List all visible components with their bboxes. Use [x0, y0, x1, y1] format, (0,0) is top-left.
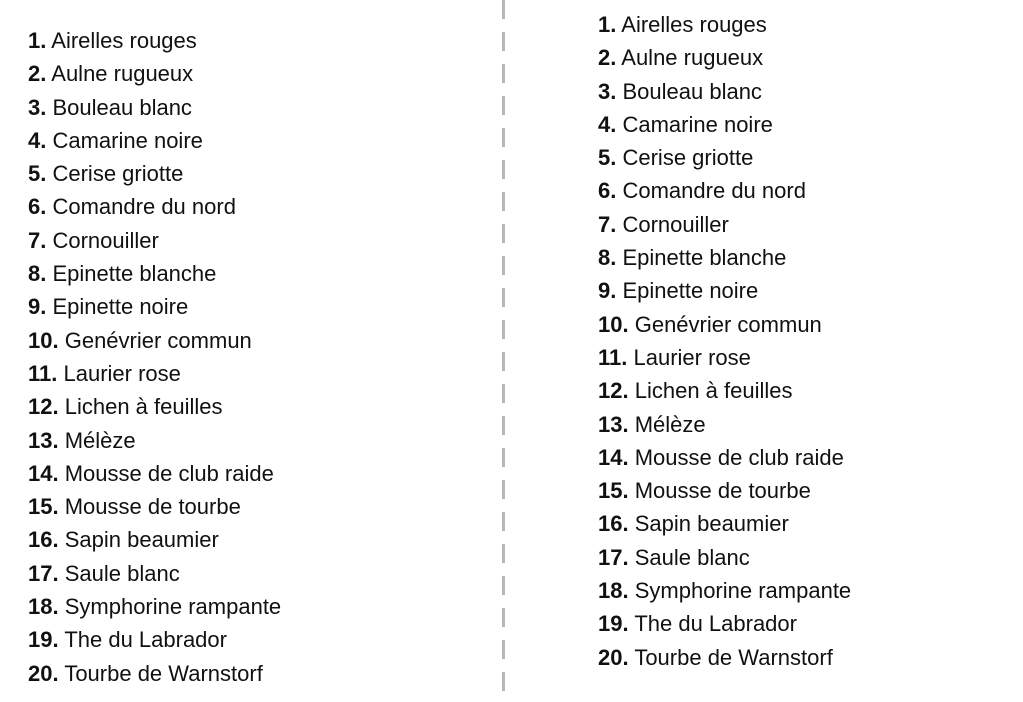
item-number: 4.: [598, 111, 617, 137]
item-label: Mousse de club raide: [64, 460, 274, 486]
item-label: Bouleau blanc: [52, 94, 192, 120]
list-item: [28, 392, 281, 425]
list-item: [598, 176, 851, 209]
list-item: [28, 592, 281, 625]
list-item: [598, 543, 851, 576]
item-number: 1.: [598, 12, 617, 37]
item-label: Laurier rose: [63, 360, 181, 386]
item-label: Mousse de club raide: [634, 444, 844, 470]
item-number: 14.: [598, 444, 629, 470]
item-label: Comandre du nord: [622, 178, 806, 204]
item-label: Epinette blanche: [52, 261, 217, 287]
item-number: 17.: [598, 544, 629, 570]
item-label: Laurier rose: [633, 344, 751, 370]
list-item: [598, 643, 851, 676]
item-label: Mousse de tourbe: [64, 494, 241, 520]
list-item: [598, 509, 851, 542]
item-number: 5.: [28, 161, 47, 187]
item-label: Mousse de tourbe: [634, 478, 811, 504]
item-label: Epinette blanche: [622, 245, 787, 271]
item-number: 10.: [28, 327, 59, 353]
list-item: [28, 159, 281, 192]
list-item: [28, 492, 281, 525]
list-item: [28, 525, 281, 558]
list-item: [28, 426, 281, 459]
item-number: 6.: [598, 178, 617, 204]
list-item: [598, 476, 851, 509]
item-label: Camarine noire: [622, 111, 773, 137]
item-label: Camarine noire: [52, 127, 203, 153]
item-number: 12.: [598, 378, 629, 404]
item-label: Saule blanc: [634, 544, 750, 570]
list-item: [598, 310, 851, 343]
item-label: Cornouiller: [52, 227, 159, 253]
item-label: Airelles rouges: [621, 12, 767, 37]
list-item: [28, 59, 281, 92]
item-number: 18.: [598, 578, 629, 604]
item-number: 7.: [598, 211, 617, 237]
item-label: Epinette noire: [622, 278, 759, 304]
list-item: [28, 93, 281, 126]
species-list-right: [598, 10, 851, 676]
item-number: 7.: [28, 227, 47, 253]
item-label: Sapin beaumier: [64, 527, 219, 553]
list-item: [28, 192, 281, 225]
list-item: [598, 276, 851, 309]
item-number: 19.: [598, 611, 629, 637]
item-number: 13.: [598, 411, 629, 437]
list-item: [28, 326, 281, 359]
list-item: [598, 143, 851, 176]
item-label: Bouleau blanc: [622, 78, 762, 104]
item-number: 6.: [28, 194, 47, 220]
item-number: 20.: [28, 660, 59, 686]
item-label: Mélèze: [634, 411, 706, 437]
list-item: [28, 259, 281, 292]
item-number: 3.: [598, 78, 617, 104]
item-label: Tourbe de Warnstorf: [64, 660, 263, 686]
item-label: Cerise griotte: [622, 145, 754, 171]
list-item: [598, 410, 851, 443]
item-number: 1.: [28, 28, 47, 53]
item-number: 17.: [28, 560, 59, 586]
list-item: [598, 210, 851, 243]
item-label: Saule blanc: [64, 560, 180, 586]
item-number: 9.: [598, 278, 617, 304]
item-label: Tourbe de Warnstorf: [634, 644, 833, 670]
item-number: 15.: [598, 478, 629, 504]
item-label: Cerise griotte: [52, 161, 184, 187]
dashed-divider: [502, 0, 505, 702]
list-item: [28, 459, 281, 492]
item-number: 15.: [28, 494, 59, 520]
item-number: 9.: [28, 294, 47, 320]
item-label: Lichen à feuilles: [634, 378, 793, 404]
item-number: 8.: [28, 261, 47, 287]
item-number: 13.: [28, 427, 59, 453]
list-item: [598, 77, 851, 110]
item-label: Symphorine rampante: [634, 578, 852, 604]
item-number: 16.: [28, 527, 59, 553]
list-item: [598, 110, 851, 143]
item-number: 16.: [598, 511, 629, 537]
list-item: [28, 559, 281, 592]
list-item: [28, 26, 281, 59]
item-label: Cornouiller: [622, 211, 729, 237]
list-item: [598, 343, 851, 376]
item-label: Sapin beaumier: [634, 511, 789, 537]
list-item: [598, 243, 851, 276]
item-number: 2.: [598, 45, 617, 71]
item-label: Mélèze: [64, 427, 136, 453]
item-number: 4.: [28, 127, 47, 153]
list-item: [598, 43, 851, 76]
list-item: [598, 376, 851, 409]
item-number: 11.: [28, 360, 58, 386]
item-number: 10.: [598, 311, 629, 337]
species-list-left: [28, 26, 281, 692]
item-label: Lichen à feuilles: [64, 394, 223, 420]
list-item: [598, 576, 851, 609]
item-label: Airelles rouges: [51, 28, 197, 53]
item-label: Genévrier commun: [634, 311, 822, 337]
item-label: Aulne rugueux: [621, 45, 764, 71]
item-label: Aulne rugueux: [51, 61, 194, 87]
item-number: 8.: [598, 245, 617, 271]
item-number: 11.: [598, 344, 628, 370]
item-number: 12.: [28, 394, 59, 420]
item-label: Epinette noire: [52, 294, 189, 320]
item-number: 5.: [598, 145, 617, 171]
item-label: The du Labrador: [634, 611, 797, 637]
list-item: [598, 609, 851, 642]
list-item: [28, 126, 281, 159]
list-item: [28, 659, 281, 692]
list-item: [598, 443, 851, 476]
item-number: 19.: [28, 627, 59, 653]
list-item: [598, 10, 851, 43]
item-number: 20.: [598, 644, 629, 670]
list-item: [28, 292, 281, 325]
item-label: Symphorine rampante: [64, 594, 282, 620]
item-label: Genévrier commun: [64, 327, 252, 353]
item-label: Comandre du nord: [52, 194, 236, 220]
item-label: The du Labrador: [64, 627, 227, 653]
item-number: 14.: [28, 460, 59, 486]
item-number: 3.: [28, 94, 47, 120]
item-number: 2.: [28, 61, 47, 87]
list-item: [28, 625, 281, 658]
list-item: [28, 226, 281, 259]
item-number: 18.: [28, 594, 59, 620]
list-item: [28, 359, 281, 392]
